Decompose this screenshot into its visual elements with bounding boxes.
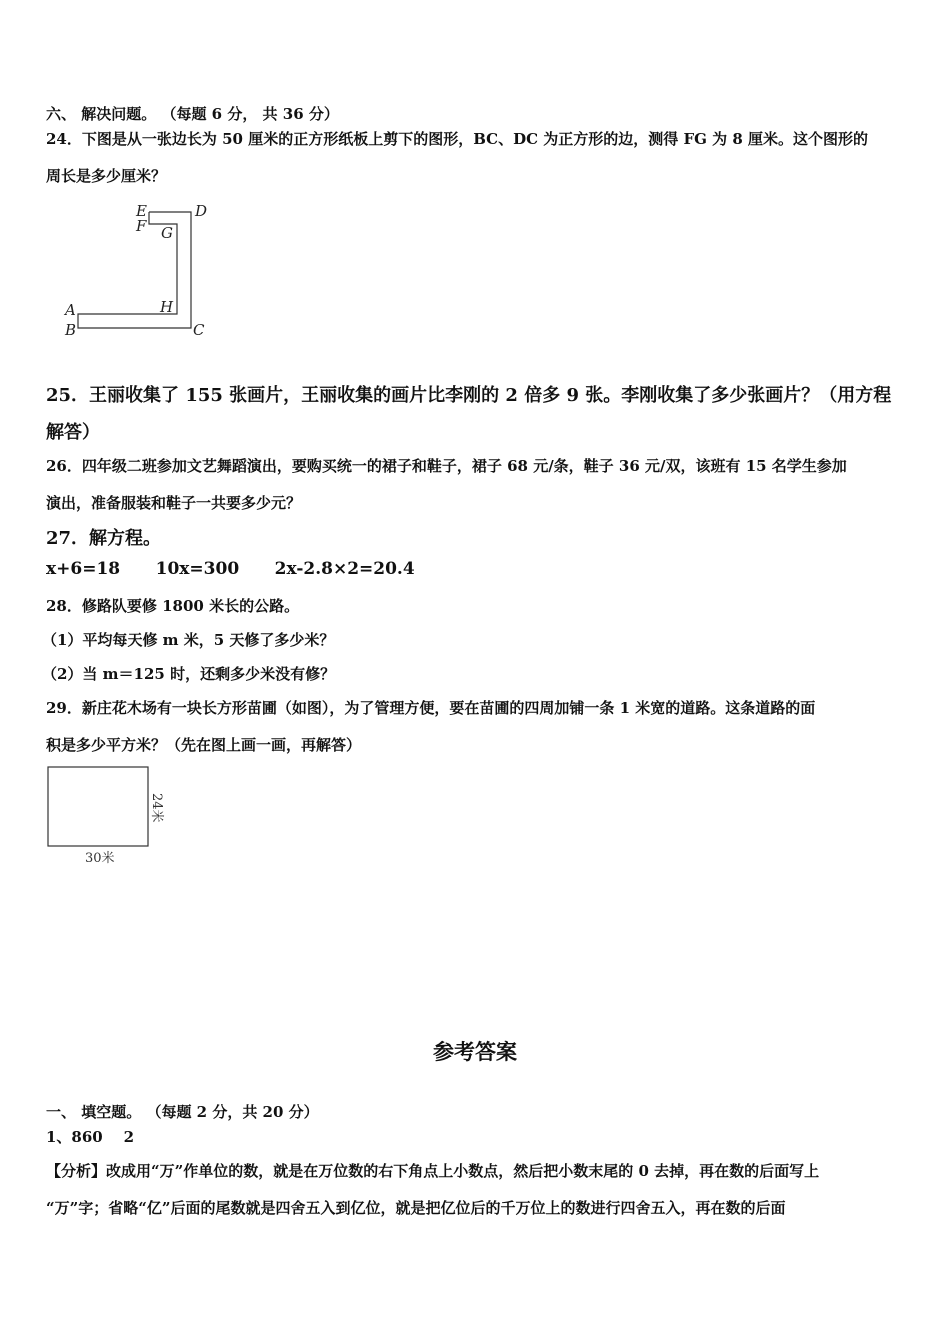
- question-24-line2: 周长是多少厘米？: [46, 167, 167, 185]
- question-28-line1: 28．修路队要修 1800 米长的公路。: [46, 597, 300, 615]
- answer-1: 1、860 2: [46, 1128, 135, 1146]
- question-27-equations: x+6=18 10x=300 2x-2.8×2=20.4: [46, 559, 415, 579]
- analysis-line2: “万”字；省略“亿”后面的尾数就是四舍五入到亿位，就是把亿位后的千万位上的数进行四舍五入，再在数的后面: [46, 1199, 786, 1217]
- question-24-line1: 24．下图是从一张边长为 50 厘米的正方形纸板上剪下的图形，BC、DC 为正方形的边，测得 FG 为 8 厘米。这个图形的: [46, 130, 869, 148]
- q29-figure: [40, 760, 180, 870]
- answers-title: 参考答案: [433, 1039, 517, 1064]
- q24-figure: [58, 196, 228, 346]
- label-A: A: [65, 301, 76, 319]
- label-E: E: [136, 202, 147, 220]
- label-F: F: [136, 217, 147, 235]
- label-C: C: [193, 321, 205, 339]
- question-28-part1: （1）平均每天修 m 米，5 天修了多少米？: [42, 631, 335, 649]
- section6-heading: 六、 解决问题。 （每题 6 分， 共 36 分）: [46, 105, 339, 123]
- label-H: H: [160, 298, 174, 316]
- question-25-line1: 25．王丽收集了 155 张画片，王丽收集的画片比李刚的 2 倍多 9 张。李刚收集了多少张画片？（用方程: [46, 385, 892, 406]
- question-29-line1: 29．新庄花木场有一块长方形苗圃（如图），为了管理方便，要在苗圃的四周加铺一条 1 米宽的道路。这条道路的面: [46, 699, 816, 717]
- question-29-line2: 积是多少平方米？（先在图上画一画，再解答）: [46, 736, 362, 754]
- label-30m: 30米: [85, 851, 115, 866]
- label-24m: 24米: [149, 793, 164, 823]
- q24-figure-outline: [78, 212, 191, 328]
- label-B: B: [65, 321, 77, 339]
- question-26-line2: 演出，准备服装和鞋子一共要多少元？: [46, 494, 302, 512]
- question-28-part2: （2）当 m＝125 时，还剩多少米没有修？: [42, 665, 336, 683]
- label-D: D: [195, 202, 208, 220]
- question-27-title: 27．解方程。: [46, 528, 162, 549]
- nursery-rectangle: [48, 767, 148, 846]
- analysis-line1: 【分析】改成用“万”作单位的数，就是在万位数的右下角点上小数点，然后把小数末尾的 0 去掉，再在数的后面写上: [46, 1162, 820, 1180]
- question-25-line2: 解答）: [46, 422, 100, 443]
- label-G: G: [161, 224, 173, 242]
- question-26-line1: 26．四年级二班参加文艺舞蹈演出，要购买统一的裙子和鞋子，裙子 68 元/条，鞋子 36 元/双，该班有 15 名学生参加: [46, 457, 847, 475]
- answers-section1-heading: 一、 填空题。 （每题 2 分，共 20 分）: [46, 1103, 319, 1121]
